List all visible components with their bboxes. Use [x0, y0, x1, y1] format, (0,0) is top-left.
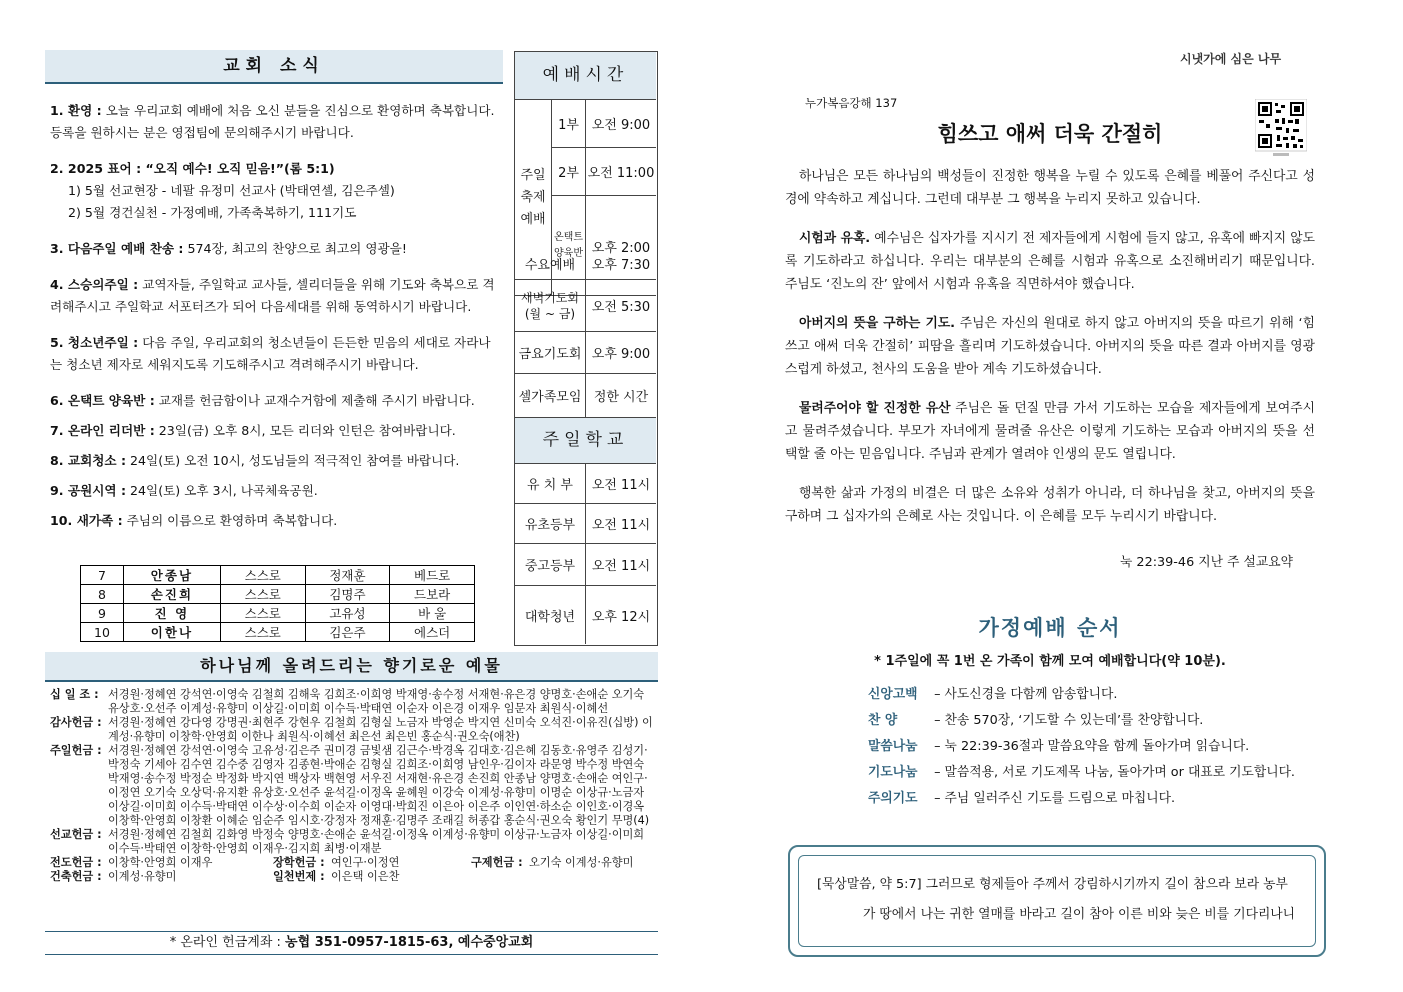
list-item: 기도나눔 – 말씀적용, 서로 기도제목 나눔, 돌아가며 or 대표로 기도합니다.	[868, 765, 1295, 780]
list-item: 전도헌금 : 이창학·안영희 이재우 장학헌금 : 여인구·이정연 구제헌금 : 오기숙 이계성·유향미	[50, 856, 634, 869]
offerings-list	[50, 688, 655, 884]
table-row: 수요예배 오후 7:30	[515, 248, 656, 280]
news-item: 3. 다음주일 예배 찬송 : 574장, 최고의 찬양으로 최고의 영광을!	[50, 241, 407, 256]
list-item: 주의기도 – 주님 일러주신 기도를 드림으로 마칩니다.	[868, 791, 1176, 806]
church-news-list	[50, 100, 500, 540]
news-item: 10. 새가족 : 주님의 이름으로 환영하며 축복합니다.	[50, 513, 338, 528]
brand-title: 시냇가에 심은 나무	[1180, 52, 1282, 66]
online-account: * 온라인 헌금계좌 : 농협 351-0957-1815-63, 예수중앙교회	[45, 931, 658, 955]
sermon-paragraph: 시험과 유혹. 예수님은 십자가를 지시기 전 제자들에게 시험에 들지 않고, 유혹에 빠지지 않도록 기도하라고 하십니다. 우리는 대부분의 은혜를 시험과 유혹으로 소진해버리기 때문입니다. 주님도 ‘진노의 잔’ 앞에서 시험과 유혹을 직면하셔야 했습니다.	[785, 231, 1315, 292]
new-members-table	[80, 565, 475, 642]
meditation-verse-box	[788, 845, 1326, 957]
list-item: 찬 양 – 찬송 570장, ‘기도할 수 있는데’를 찬양합니다.	[868, 713, 1204, 728]
news-item: 9. 공원시역 : 24일(토) 오후 3시, 나곡체육공원.	[50, 483, 318, 498]
table-row: 7 안종남 스스로 정재훈 베드로	[81, 566, 475, 585]
news-item: 5. 청소년주일 : 다음 주일, 우리교회의 청소년들이 든든한 믿음의 세대로 자라나는 청소년 제자로 세워지도록 기도해주시고 격려해주시기 바랍니다.	[50, 335, 491, 372]
table-row: 유초등부 오전 11시	[515, 504, 656, 544]
table-row: 유 치 부 오전 11시	[515, 464, 656, 504]
sermon-paragraph: 행복한 삶과 가정의 비결은 더 많은 소유와 성취가 아니라, 더 하나님을 찾고, 아버지의 뜻을 구하며 그 십자가의 은혜로 사는 것입니다. 이 은혜를 모두 누리시기 바랍니다.	[785, 486, 1315, 524]
list-item: 주일헌금 : 서경원·정혜연 강석연·이영숙 고유성·김은주 권미경 금빛샘 김근수·박경옥 김대호·김은혜 김동호·유영주 김성기·박정숙 기세아 김수연 김수중 김영자 김종현·박애순 김형실 김희조·이희영 남인우·김이자 라문영 박수정 박연숙 박재영·송수정 박정순 박정화 박지연 백상자 백현영 서우진 서재현·유은경 손진희 안종남 양명호·손애순 여인구·이정연 오기숙 오상덕·유지환 유상호·오선주 윤석길·이정옥 윤혜원 이강숙 이계성·유향미 이명순 이상규·노금자 이상길·이미희 이수득·박태연 이수상·이수희 이순자 이영대·박희진 이은아 이은주 이인연·하소순 이인호·이경옥 이창학·안영희 이창환 이혜순 임순주 임시호·강정자 정재훈·김명주 조래길 허종갑 홍순식·권오숙 황인기 무명(4)	[50, 744, 650, 827]
table-row: 9 진 영 스스로 고유성 바 울	[81, 604, 475, 623]
list-item: 말씀나눔 – 눅 22:39-36절과 말씀요약을 함께 돌아가며 읽습니다.	[868, 739, 1250, 754]
table-row: 2부 오전 11:00	[552, 148, 656, 196]
sermon-source: 누가복음강해 137	[805, 96, 898, 110]
family-worship-note: * 1주일에 꼭 1번 온 가족이 함께 모여 예배합니다(약 10분).	[874, 654, 1226, 669]
list-item: 감사헌금 : 서경원·정혜연 강다영 강명권·최현주 강현우 김철희 김형실 노금자 박영순 박지연 신미숙 오석진·이유진(십방) 이계성·유향미 이창학·안영희 이한나 최원식·이혜선 최은선 최은빈 홍순식·권오숙(애찬)	[50, 716, 653, 743]
sunday-worship-label: 주일 축제 예배	[520, 167, 546, 227]
list-item: 십 일 조 : 서경원·정혜연 강석연·이영숙 김철희 김해욱 김희조·이희영 박재영·송수정 서재현·유은경 양명호·손애순 오기숙 유상호·오선주 이계성·유향미 이상길·이미희 이수득·박태연 이순자 이은경 이재우 임문자 최원식·이혜선	[50, 688, 645, 715]
list-item: 건축헌금 : 이계성·유향미 일천번제 : 이은택 이은찬	[50, 870, 400, 883]
sermon-reference: 눅 22:39-46 지난 주 설교요약	[1120, 555, 1293, 570]
news-item: 4. 스승의주일 : 교역자들, 주일학교 교사들, 셀리더들을 위해 기도와 축복으로 격려해주시고 주일학교 서포터즈가 되어 다음세대를 위해 동역하시기 바랍니다.	[50, 277, 495, 314]
verse-line: [묵상말씀, 약 5:7] 그러므로 형제들아 주께서 강림하시기까지 길이 참으라 보라 농부	[817, 877, 1288, 892]
table-row: 1부 오전 9:00	[552, 100, 656, 148]
sermon-summary	[785, 165, 1315, 544]
news-item: 7. 온라인 리더반 : 23일(금) 오후 8시, 모든 리더와 인턴은 참여바랍니다.	[50, 423, 456, 438]
table-row: 8 손진희 스스로 김명주 드보라	[81, 585, 475, 604]
church-news-title: 교회 소식	[45, 50, 503, 84]
list-item: 신앙고백 – 사도신경을 다함께 암송합니다.	[868, 687, 1118, 702]
news-item: 1. 환영 : 오늘 우리교회 예배에 처음 오신 분들을 진심으로 환영하며 축복합니다. 등록을 원하시는 분은 영접팀에 문의해주시기 바랍니다.	[50, 103, 495, 140]
worship-time-table	[514, 51, 658, 646]
table-row: 중고등부 오전 11시	[515, 544, 656, 586]
list-item: 선교헌금 : 서경원·정혜연 김철희 김화영 박정숙 양명호·손애순 윤석길·이정옥 이계성·유향미 이상규·노금자 이상길·이미희 이수득·박태연 이창학·안영희 이재우·김지희 최병·이재분	[50, 828, 645, 855]
table-row: 셀가족모임 정한 시간	[515, 374, 656, 418]
table-row: 온택트 양육반 오후 2:00	[552, 196, 656, 296]
worship-time-title: 예배시간	[515, 52, 656, 100]
family-worship-list	[868, 682, 1308, 812]
news-item: 8. 교회청소 : 24일(토) 오전 10시, 성도님들의 적극적인 참여를 바랍니다.	[50, 453, 460, 468]
news-item: 6. 온택트 양육반 : 교재를 헌금함이나 교재수거함에 제출해 주시기 바랍니다.	[50, 393, 475, 408]
table-row: 10 이한나 스스로 김은주 에스더	[81, 623, 475, 642]
sermon-paragraph: 아버지의 뜻을 구하는 기도. 주님은 자신의 원대로 하지 않고 아버지의 뜻을 따르기 위해 ‘힘쓰고 애써 더욱 간절히’ 피땀을 흘리며 기도하셨습니다. 아버지의 뜻을 따른 결과 아버지를 영광스럽게 하셨고, 천사의 도움을 받아 계속 기도하셨습니다.	[785, 316, 1315, 377]
sunday-school-title: 주일학교	[515, 418, 656, 464]
table-row: 대학청년 오후 12시	[515, 586, 656, 644]
news-item: 2. 2025 표어 : “오직 예수! 오직 믿음!”(롬 5:1) 1) 5월 선교현장 - 네팔 유정미 선교사 (박태연셀, 김은주셀) 2) 5월 경건실천 - 가정예배, 가족축복하기, 111기도	[50, 161, 395, 220]
sermon-paragraph: 하나님은 모든 하나님의 백성들이 진정한 행복을 누릴 수 있도록 은혜를 베풀어 주신다고 성경에 약속하고 계십니다. 그런데 대부분 그 행복을 누리지 못하고 있습니다.	[785, 169, 1315, 207]
sermon-title: 힘쓰고 애써 더욱 간절히	[937, 122, 1163, 146]
offerings-title: 하나님께 올려드리는 향기로운 예물	[45, 652, 658, 682]
sermon-paragraph: 물려주어야 할 진정한 유산 주님은 돌 던질 만큼 가서 기도하는 모습을 제자들에게 보여주시고 물려주셨습니다. 부모가 자녀에게 물려줄 유산은 이렇게 기도하는 모습과 아버지의 뜻을 선택할 줄 아는 믿음입니다. 주님과 관계가 열려야 인생의 문도 열립니다.	[785, 401, 1315, 462]
verse-line: 가 땅에서 나는 귀한 열매를 바라고 길이 참아 이른 비와 늦은 비를 기다리나니	[863, 907, 1296, 922]
table-row: 금요기도회 오후 9:00	[515, 332, 656, 374]
qr-code-icon[interactable]	[1255, 99, 1307, 159]
table-row: 새벽기도회 (월 ~ 금) 오전 5:30	[515, 280, 656, 332]
family-worship-title: 가정예배 순서	[978, 616, 1122, 640]
